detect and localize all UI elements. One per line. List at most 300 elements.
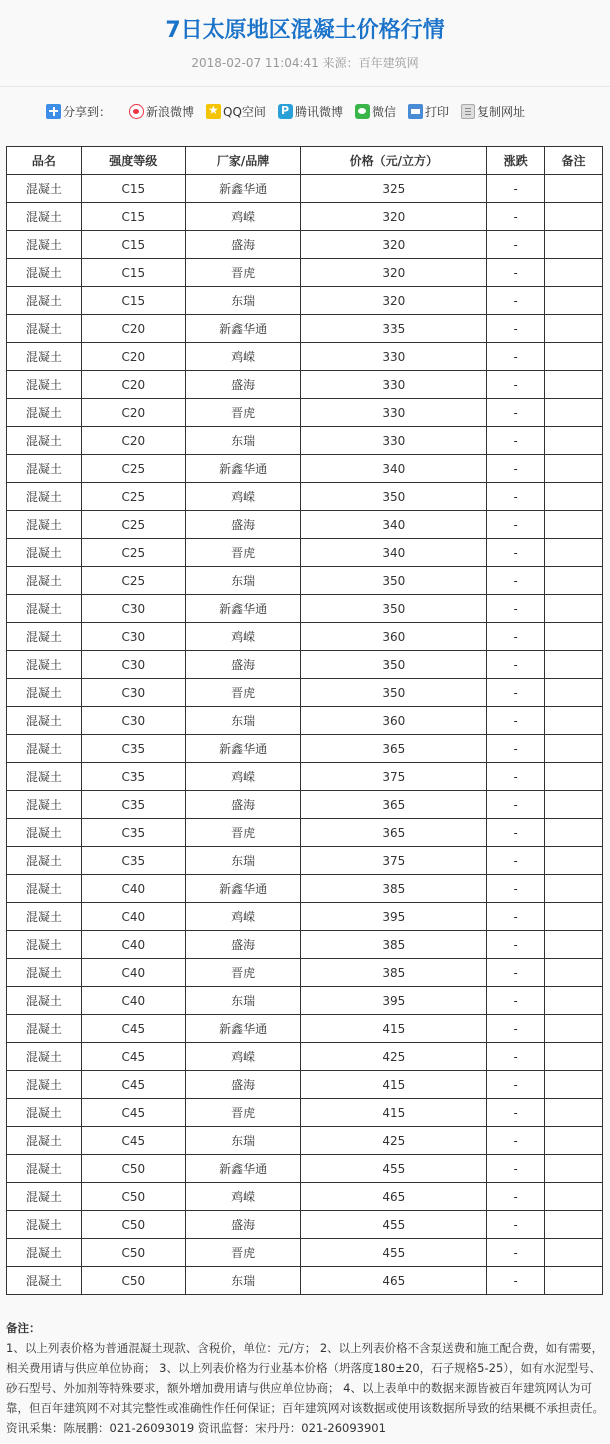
cell-brand: 东瑞 — [185, 1267, 301, 1295]
cell-product: 混凝土 — [7, 1071, 82, 1099]
cell-change: - — [487, 763, 545, 791]
table-row — [7, 203, 603, 231]
cell-price: 395 — [301, 903, 487, 931]
cell-remark — [545, 735, 603, 763]
cell-grade: C40 — [81, 987, 185, 1015]
cell-change: - — [487, 1015, 545, 1043]
share-label — [46, 103, 111, 120]
cell-grade: C30 — [81, 623, 185, 651]
cell-brand: 东瑞 — [185, 987, 301, 1015]
cell-change: - — [487, 315, 545, 343]
header-price: 价格（元/立方） — [301, 147, 487, 175]
wechat-icon — [355, 104, 370, 119]
cell-price: 325 — [301, 175, 487, 203]
weibo-icon — [129, 104, 144, 119]
cell-remark — [545, 567, 603, 595]
cell-brand: 新鑫华通 — [185, 1155, 301, 1183]
cell-brand: 鸡嵘 — [185, 1183, 301, 1211]
share-item-label: 复制网址 — [476, 104, 525, 119]
table-row — [7, 651, 603, 679]
notes-section — [6, 1318, 604, 1438]
cell-remark — [545, 399, 603, 427]
cell-product: 混凝土 — [7, 651, 82, 679]
cell-remark — [545, 371, 603, 399]
table-row — [7, 595, 603, 623]
cell-brand: 盛海 — [185, 651, 301, 679]
table-row — [7, 315, 603, 343]
cell-change: - — [487, 1099, 545, 1127]
cell-product: 混凝土 — [7, 315, 82, 343]
cell-remark — [545, 1183, 603, 1211]
table-row — [7, 259, 603, 287]
cell-remark — [545, 987, 603, 1015]
cell-change: - — [487, 1211, 545, 1239]
cell-brand: 鸡嵘 — [185, 343, 301, 371]
cell-brand: 新鑫华通 — [185, 1015, 301, 1043]
cell-price: 425 — [301, 1127, 487, 1155]
cell-product: 混凝土 — [7, 1239, 82, 1267]
cell-product: 混凝土 — [7, 539, 82, 567]
cell-remark — [545, 539, 603, 567]
cell-remark — [545, 455, 603, 483]
cell-price: 330 — [301, 399, 487, 427]
cell-remark — [545, 231, 603, 259]
cell-brand: 新鑫华通 — [185, 595, 301, 623]
table-row — [7, 931, 603, 959]
cell-change: - — [487, 399, 545, 427]
cell-grade: C15 — [81, 231, 185, 259]
cell-brand: 鸡嵘 — [185, 763, 301, 791]
cell-product: 混凝土 — [7, 707, 82, 735]
cell-grade: C20 — [81, 399, 185, 427]
table-row — [7, 1211, 603, 1239]
cell-change: - — [487, 847, 545, 875]
cell-grade: C45 — [81, 1071, 185, 1099]
cell-grade: C30 — [81, 707, 185, 735]
cell-brand: 东瑞 — [185, 287, 301, 315]
table-row — [7, 791, 603, 819]
cell-grade: C25 — [81, 511, 185, 539]
cell-remark — [545, 1267, 603, 1295]
cell-brand: 盛海 — [185, 1211, 301, 1239]
cell-remark — [545, 847, 603, 875]
cell-grade: C40 — [81, 903, 185, 931]
table-row — [7, 567, 603, 595]
cell-remark — [545, 903, 603, 931]
cell-price: 320 — [301, 231, 487, 259]
cell-change: - — [487, 539, 545, 567]
cell-change: - — [487, 791, 545, 819]
cell-change: - — [487, 567, 545, 595]
cell-change: - — [487, 287, 545, 315]
price-table — [6, 146, 603, 1295]
notes-body: 1、以上列表价格为普通混凝土现款、含税价，单位：元/方； 2、以上列表价格不含泵送费和施工配合费，如有需要，相关费用请与供应单位协商； 3、以上列表价格为行业基本价格（坍落度180±20，石子规格5-25），如有水泥型号、砂石型号、外加剂等特殊要求，额外增加费用请与供应单位协商； 4、以上表单中的数据来源皆被百年建筑网认为可靠，但百年建筑网不对其完整性或准确性作任何保证；百年建筑网对该数据或使用该数据所导致的结果概不承担责任。 资讯采集：陈展鹏：021-26093019 资讯监督：宋丹丹：021-26093901 — [6, 1341, 604, 1435]
cell-brand: 新鑫华通 — [185, 315, 301, 343]
cell-price: 350 — [301, 651, 487, 679]
cell-grade: C40 — [81, 931, 185, 959]
table-row — [7, 623, 603, 651]
cell-product: 混凝土 — [7, 231, 82, 259]
cell-price: 360 — [301, 707, 487, 735]
cell-product: 混凝土 — [7, 175, 82, 203]
table-row — [7, 1155, 603, 1183]
cell-price: 465 — [301, 1183, 487, 1211]
cell-grade: C50 — [81, 1155, 185, 1183]
cell-product: 混凝土 — [7, 567, 82, 595]
header-grade: 强度等级 — [81, 147, 185, 175]
cell-grade: C45 — [81, 1099, 185, 1127]
cell-brand: 盛海 — [185, 931, 301, 959]
cell-brand: 东瑞 — [185, 847, 301, 875]
cell-change: - — [487, 1239, 545, 1267]
cell-grade: C15 — [81, 287, 185, 315]
cell-change: - — [487, 1043, 545, 1071]
cell-change: - — [487, 231, 545, 259]
cell-change: - — [487, 1127, 545, 1155]
cell-grade: C50 — [81, 1211, 185, 1239]
cell-remark — [545, 791, 603, 819]
cell-change: - — [487, 987, 545, 1015]
table-row — [7, 763, 603, 791]
cell-product: 混凝土 — [7, 1211, 82, 1239]
cell-grade: C25 — [81, 567, 185, 595]
cell-remark — [545, 483, 603, 511]
cell-product: 混凝土 — [7, 819, 82, 847]
cell-price: 385 — [301, 959, 487, 987]
cell-price: 330 — [301, 427, 487, 455]
copy-link-icon — [461, 104, 475, 119]
share-label-text: 分享到： — [63, 104, 112, 119]
share-item-label: 微信 — [371, 104, 396, 119]
header-remark: 备注 — [545, 147, 603, 175]
cell-remark — [545, 819, 603, 847]
cell-price: 375 — [301, 847, 487, 875]
cell-price: 455 — [301, 1155, 487, 1183]
cell-brand: 鸡嵘 — [185, 1043, 301, 1071]
plus-icon — [46, 104, 61, 119]
share-bar — [0, 99, 610, 123]
table-row — [7, 735, 603, 763]
cell-change: - — [487, 483, 545, 511]
share-weibo-link[interactable] — [129, 103, 194, 120]
cell-remark — [545, 1239, 603, 1267]
cell-grade: C20 — [81, 315, 185, 343]
table-row — [7, 287, 603, 315]
cell-remark — [545, 651, 603, 679]
cell-price: 455 — [301, 1239, 487, 1267]
cell-price: 350 — [301, 595, 487, 623]
cell-price: 360 — [301, 623, 487, 651]
cell-change: - — [487, 1183, 545, 1211]
cell-grade: C20 — [81, 343, 185, 371]
cell-grade: C15 — [81, 203, 185, 231]
cell-grade: C40 — [81, 875, 185, 903]
cell-grade: C15 — [81, 175, 185, 203]
cell-grade: C30 — [81, 651, 185, 679]
cell-price: 385 — [301, 931, 487, 959]
cell-product: 混凝土 — [7, 483, 82, 511]
article-meta: 2018-02-07 11:04:41 来源：百年建筑网 — [191, 56, 419, 70]
cell-price: 415 — [301, 1015, 487, 1043]
table-row — [7, 1183, 603, 1211]
cell-remark — [545, 1099, 603, 1127]
cell-brand: 新鑫华通 — [185, 875, 301, 903]
cell-grade: C45 — [81, 1127, 185, 1155]
cell-price: 335 — [301, 315, 487, 343]
table-row — [7, 1127, 603, 1155]
cell-change: - — [487, 651, 545, 679]
cell-brand: 鸡嵘 — [185, 623, 301, 651]
print-icon — [408, 104, 423, 119]
cell-remark — [545, 1043, 603, 1071]
copy-link[interactable] — [461, 103, 525, 120]
cell-grade: C35 — [81, 791, 185, 819]
cell-price: 350 — [301, 483, 487, 511]
cell-brand: 晋虎 — [185, 539, 301, 567]
header-product: 品名 — [7, 147, 82, 175]
cell-brand: 晋虎 — [185, 1099, 301, 1127]
table-row — [7, 1071, 603, 1099]
cell-grade: C50 — [81, 1239, 185, 1267]
table-row — [7, 175, 603, 203]
share-item-label: QQ空间 — [223, 104, 266, 119]
cell-remark — [545, 511, 603, 539]
cell-product: 混凝土 — [7, 595, 82, 623]
cell-product: 混凝土 — [7, 735, 82, 763]
cell-change: - — [487, 175, 545, 203]
cell-price: 455 — [301, 1211, 487, 1239]
table-row — [7, 847, 603, 875]
table-row — [7, 875, 603, 903]
cell-grade: C35 — [81, 763, 185, 791]
cell-change: - — [487, 259, 545, 287]
cell-product: 混凝土 — [7, 1127, 82, 1155]
table-row — [7, 1043, 603, 1071]
cell-product: 混凝土 — [7, 959, 82, 987]
cell-product: 混凝土 — [7, 763, 82, 791]
cell-remark — [545, 875, 603, 903]
cell-product: 混凝土 — [7, 791, 82, 819]
cell-change: - — [487, 623, 545, 651]
cell-grade: C25 — [81, 455, 185, 483]
cell-price: 350 — [301, 679, 487, 707]
cell-change: - — [487, 1071, 545, 1099]
cell-grade: C25 — [81, 483, 185, 511]
cell-price: 320 — [301, 259, 487, 287]
cell-product: 混凝土 — [7, 511, 82, 539]
cell-grade: C25 — [81, 539, 185, 567]
table-row — [7, 1015, 603, 1043]
cell-remark — [545, 1015, 603, 1043]
cell-change: - — [487, 203, 545, 231]
cell-brand: 晋虎 — [185, 959, 301, 987]
table-row — [7, 371, 603, 399]
cell-remark — [545, 1071, 603, 1099]
cell-price: 385 — [301, 875, 487, 903]
header-brand: 厂家/品牌 — [185, 147, 301, 175]
share-item-label: 打印 — [424, 104, 449, 119]
cell-grade: C20 — [81, 371, 185, 399]
cell-brand: 东瑞 — [185, 1127, 301, 1155]
cell-grade: C30 — [81, 679, 185, 707]
cell-price: 365 — [301, 791, 487, 819]
table-row — [7, 1239, 603, 1267]
cell-change: - — [487, 1267, 545, 1295]
cell-remark — [545, 595, 603, 623]
cell-product: 混凝土 — [7, 427, 82, 455]
cell-grade: C35 — [81, 847, 185, 875]
cell-grade: C45 — [81, 1043, 185, 1071]
cell-remark — [545, 343, 603, 371]
cell-brand: 新鑫华通 — [185, 175, 301, 203]
cell-change: - — [487, 511, 545, 539]
table-row — [7, 455, 603, 483]
cell-price: 330 — [301, 343, 487, 371]
cell-brand: 新鑫华通 — [185, 735, 301, 763]
cell-grade: C15 — [81, 259, 185, 287]
cell-change: - — [487, 707, 545, 735]
cell-remark — [545, 679, 603, 707]
table-row — [7, 987, 603, 1015]
table-row — [7, 1099, 603, 1127]
cell-remark — [545, 1211, 603, 1239]
cell-remark — [545, 203, 603, 231]
cell-change: - — [487, 819, 545, 847]
cell-product: 混凝土 — [7, 931, 82, 959]
cell-remark — [545, 427, 603, 455]
cell-remark — [545, 287, 603, 315]
cell-remark — [545, 175, 603, 203]
share-item-label: 新浪微博 — [146, 104, 195, 119]
cell-price: 320 — [301, 287, 487, 315]
cell-price: 425 — [301, 1043, 487, 1071]
share-tencent-weibo-link[interactable] — [278, 103, 343, 120]
cell-product: 混凝土 — [7, 1043, 82, 1071]
cell-price: 340 — [301, 539, 487, 567]
cell-change: - — [487, 903, 545, 931]
tencent-weibo-icon — [278, 104, 293, 119]
cell-remark — [545, 931, 603, 959]
cell-change: - — [487, 679, 545, 707]
table-row — [7, 483, 603, 511]
cell-product: 混凝土 — [7, 399, 82, 427]
cell-change: - — [487, 1155, 545, 1183]
cell-product: 混凝土 — [7, 679, 82, 707]
table-row — [7, 819, 603, 847]
cell-brand: 盛海 — [185, 1071, 301, 1099]
cell-grade: C35 — [81, 819, 185, 847]
table-row — [7, 1267, 603, 1295]
qzone-icon — [206, 104, 221, 119]
table-row — [7, 959, 603, 987]
share-item-label: 腾讯微博 — [294, 104, 343, 119]
cell-brand: 晋虎 — [185, 679, 301, 707]
cell-product: 混凝土 — [7, 875, 82, 903]
cell-product: 混凝土 — [7, 455, 82, 483]
cell-product: 混凝土 — [7, 1183, 82, 1211]
cell-product: 混凝土 — [7, 1267, 82, 1295]
cell-product: 混凝土 — [7, 203, 82, 231]
cell-product: 混凝土 — [7, 623, 82, 651]
cell-change: - — [487, 595, 545, 623]
cell-brand: 鸡嵘 — [185, 483, 301, 511]
cell-grade: C30 — [81, 595, 185, 623]
notes-heading: 备注： — [6, 1321, 41, 1335]
cell-brand: 鸡嵘 — [185, 903, 301, 931]
cell-brand: 新鑫华通 — [185, 455, 301, 483]
cell-grade: C50 — [81, 1183, 185, 1211]
table-row — [7, 343, 603, 371]
table-row — [7, 707, 603, 735]
cell-brand: 晋虎 — [185, 259, 301, 287]
cell-change: - — [487, 427, 545, 455]
page-title: 7日太原地区混凝土价格行情 — [165, 18, 445, 43]
cell-price: 375 — [301, 763, 487, 791]
cell-price: 415 — [301, 1071, 487, 1099]
cell-product: 混凝土 — [7, 371, 82, 399]
share-wechat-link[interactable] — [355, 103, 396, 120]
cell-grade: C45 — [81, 1015, 185, 1043]
cell-grade: C50 — [81, 1267, 185, 1295]
cell-product: 混凝土 — [7, 1155, 82, 1183]
cell-brand: 东瑞 — [185, 427, 301, 455]
cell-brand: 东瑞 — [185, 567, 301, 595]
cell-brand: 晋虎 — [185, 819, 301, 847]
print-link[interactable] — [408, 103, 449, 120]
cell-product: 混凝土 — [7, 1099, 82, 1127]
cell-remark — [545, 763, 603, 791]
cell-product: 混凝土 — [7, 903, 82, 931]
cell-remark — [545, 1127, 603, 1155]
table-row — [7, 511, 603, 539]
cell-remark — [545, 259, 603, 287]
table-row — [7, 399, 603, 427]
cell-grade: C40 — [81, 959, 185, 987]
cell-change: - — [487, 455, 545, 483]
cell-brand: 东瑞 — [185, 707, 301, 735]
cell-price: 330 — [301, 371, 487, 399]
divider — [0, 86, 610, 87]
cell-price: 465 — [301, 1267, 487, 1295]
cell-brand: 晋虎 — [185, 399, 301, 427]
cell-change: - — [487, 875, 545, 903]
cell-brand: 盛海 — [185, 371, 301, 399]
cell-product: 混凝土 — [7, 847, 82, 875]
cell-remark — [545, 959, 603, 987]
cell-remark — [545, 707, 603, 735]
table-header-row — [7, 147, 603, 175]
cell-price: 350 — [301, 567, 487, 595]
cell-product: 混凝土 — [7, 1015, 82, 1043]
cell-price: 365 — [301, 735, 487, 763]
cell-change: - — [487, 931, 545, 959]
cell-change: - — [487, 735, 545, 763]
cell-brand: 盛海 — [185, 511, 301, 539]
cell-product: 混凝土 — [7, 987, 82, 1015]
cell-price: 340 — [301, 511, 487, 539]
cell-brand: 鸡嵘 — [185, 203, 301, 231]
cell-price: 320 — [301, 203, 487, 231]
cell-price: 340 — [301, 455, 487, 483]
cell-grade: C35 — [81, 735, 185, 763]
share-qzone-link[interactable] — [206, 103, 266, 120]
header-change: 涨跌 — [487, 147, 545, 175]
cell-change: - — [487, 959, 545, 987]
cell-price: 365 — [301, 819, 487, 847]
cell-product: 混凝土 — [7, 343, 82, 371]
cell-change: - — [487, 343, 545, 371]
cell-remark — [545, 1155, 603, 1183]
